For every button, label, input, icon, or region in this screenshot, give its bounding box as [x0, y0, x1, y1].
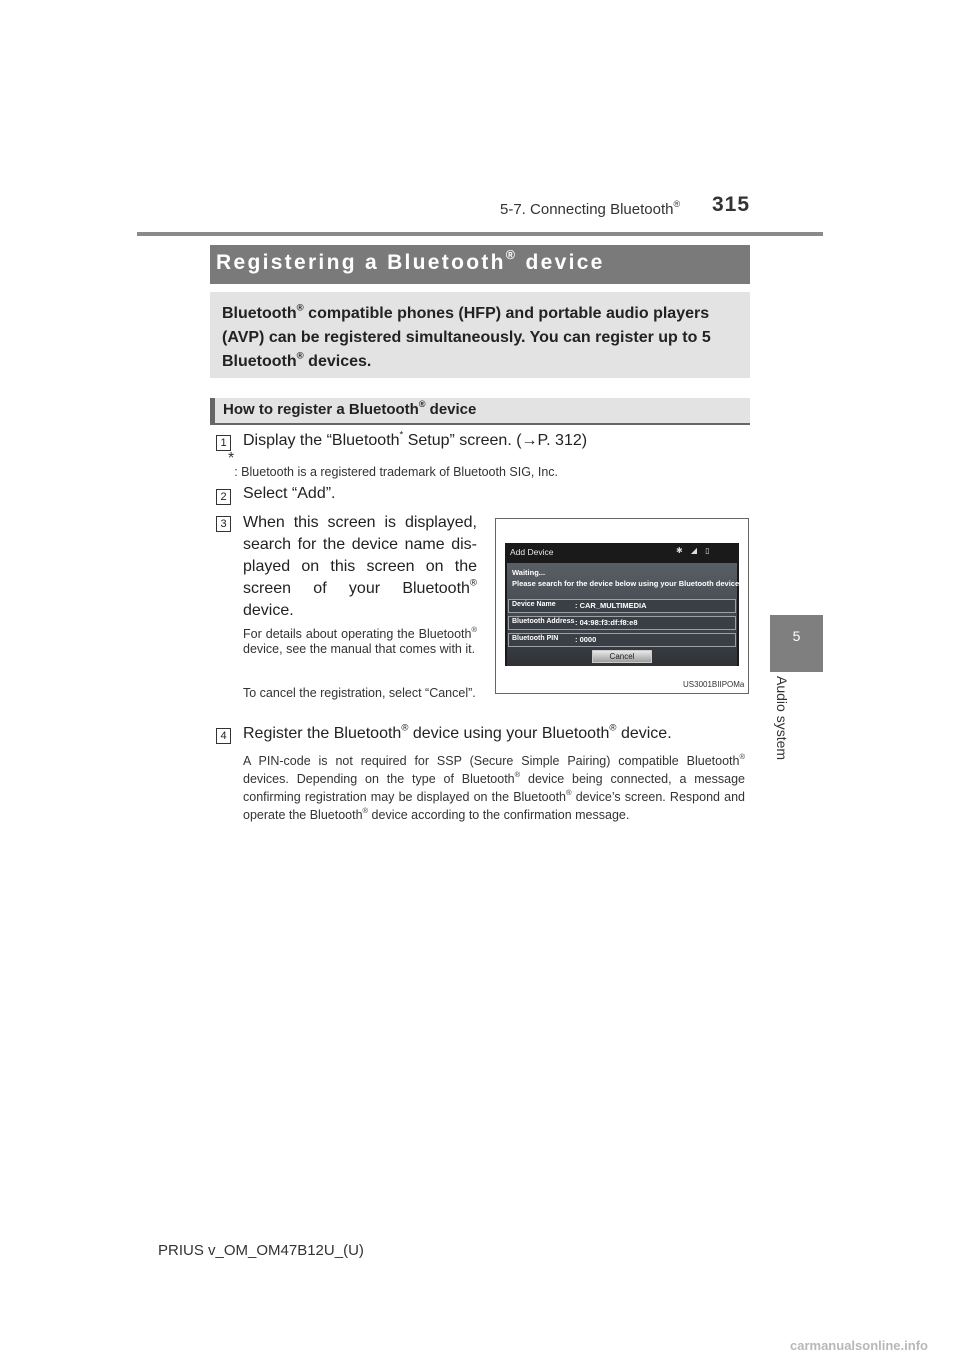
screen-title: Add Device	[510, 547, 554, 557]
status-icons: ✱ ◢ ▯	[676, 546, 713, 555]
step-number-4: 4	[216, 728, 231, 744]
watermark: carmanualsonline.info	[790, 1338, 928, 1353]
step-number-3: 3	[216, 516, 231, 532]
step-1-text: Display the “Bluetooth* Setup” screen. (→P. 312)	[243, 429, 588, 449]
section-title: Registering a Bluetooth® device	[216, 247, 605, 274]
subheading-rule	[210, 423, 750, 425]
screen-message: Waiting... Please search for the device below using your Bluetooth device.	[512, 568, 742, 588]
step-4-text: Register the Bluetooth® device using your Bluetooth® device.	[243, 722, 672, 742]
figure-code: US3001BIIPOMa	[683, 680, 745, 689]
step-number-2: 2	[216, 489, 231, 505]
document-code: PRIUS v_OM_OM47B12U_(U)	[158, 1242, 364, 1259]
step-3-note: For details about operating the Bluetooth® device, see the manual that comes with it.	[243, 625, 477, 656]
step-3-cancel-note: To cancel the registration, select “Cancel”.	[243, 686, 476, 700]
page-number: 315	[712, 193, 751, 216]
footnote: *: Bluetooth is a registered trademark of Bluetooth SIG, Inc.	[228, 450, 559, 479]
step-2-text: Select “Add”.	[243, 485, 336, 502]
bluetooth-address-row: Bluetooth Address : 04:98:f3:df:f8:e8	[508, 616, 736, 630]
intro-text: Bluetooth® compatible phones (HFP) and portable audio players (AVP) can be registered simultaneously. You can register up to 5 Bluetooth® devices.	[222, 302, 711, 370]
bluetooth-pin-row: Bluetooth PIN : 0000	[508, 633, 736, 647]
device-name-row: Device Name : CAR_MULTIMEDIA	[508, 599, 736, 613]
section-breadcrumb: 5-7. Connecting Bluetooth®	[500, 198, 681, 218]
chapter-number: 5	[792, 628, 801, 644]
chapter-label: Audio system	[774, 676, 790, 761]
step-4-note: A PIN-code is not required for SSP (Secure Simple Pairing) compatible Bluetooth® devices. Depending on the type of Bluetooth® device being connected, a message confirming registration may be displayed on the Bluetooth® device’s screen. Respond and operate the Bluetooth® device according to the confirmation message.	[243, 752, 745, 822]
subheading: How to register a Bluetooth® device	[223, 398, 477, 418]
step-number-1: 1	[216, 435, 231, 451]
cancel-button[interactable]: Cancel	[592, 650, 652, 663]
step-3-text: When this screen is displayed, search for the device name dis-played on this screen on the screen of your Bluetooth® device.	[243, 514, 477, 619]
header-divider	[137, 232, 823, 236]
